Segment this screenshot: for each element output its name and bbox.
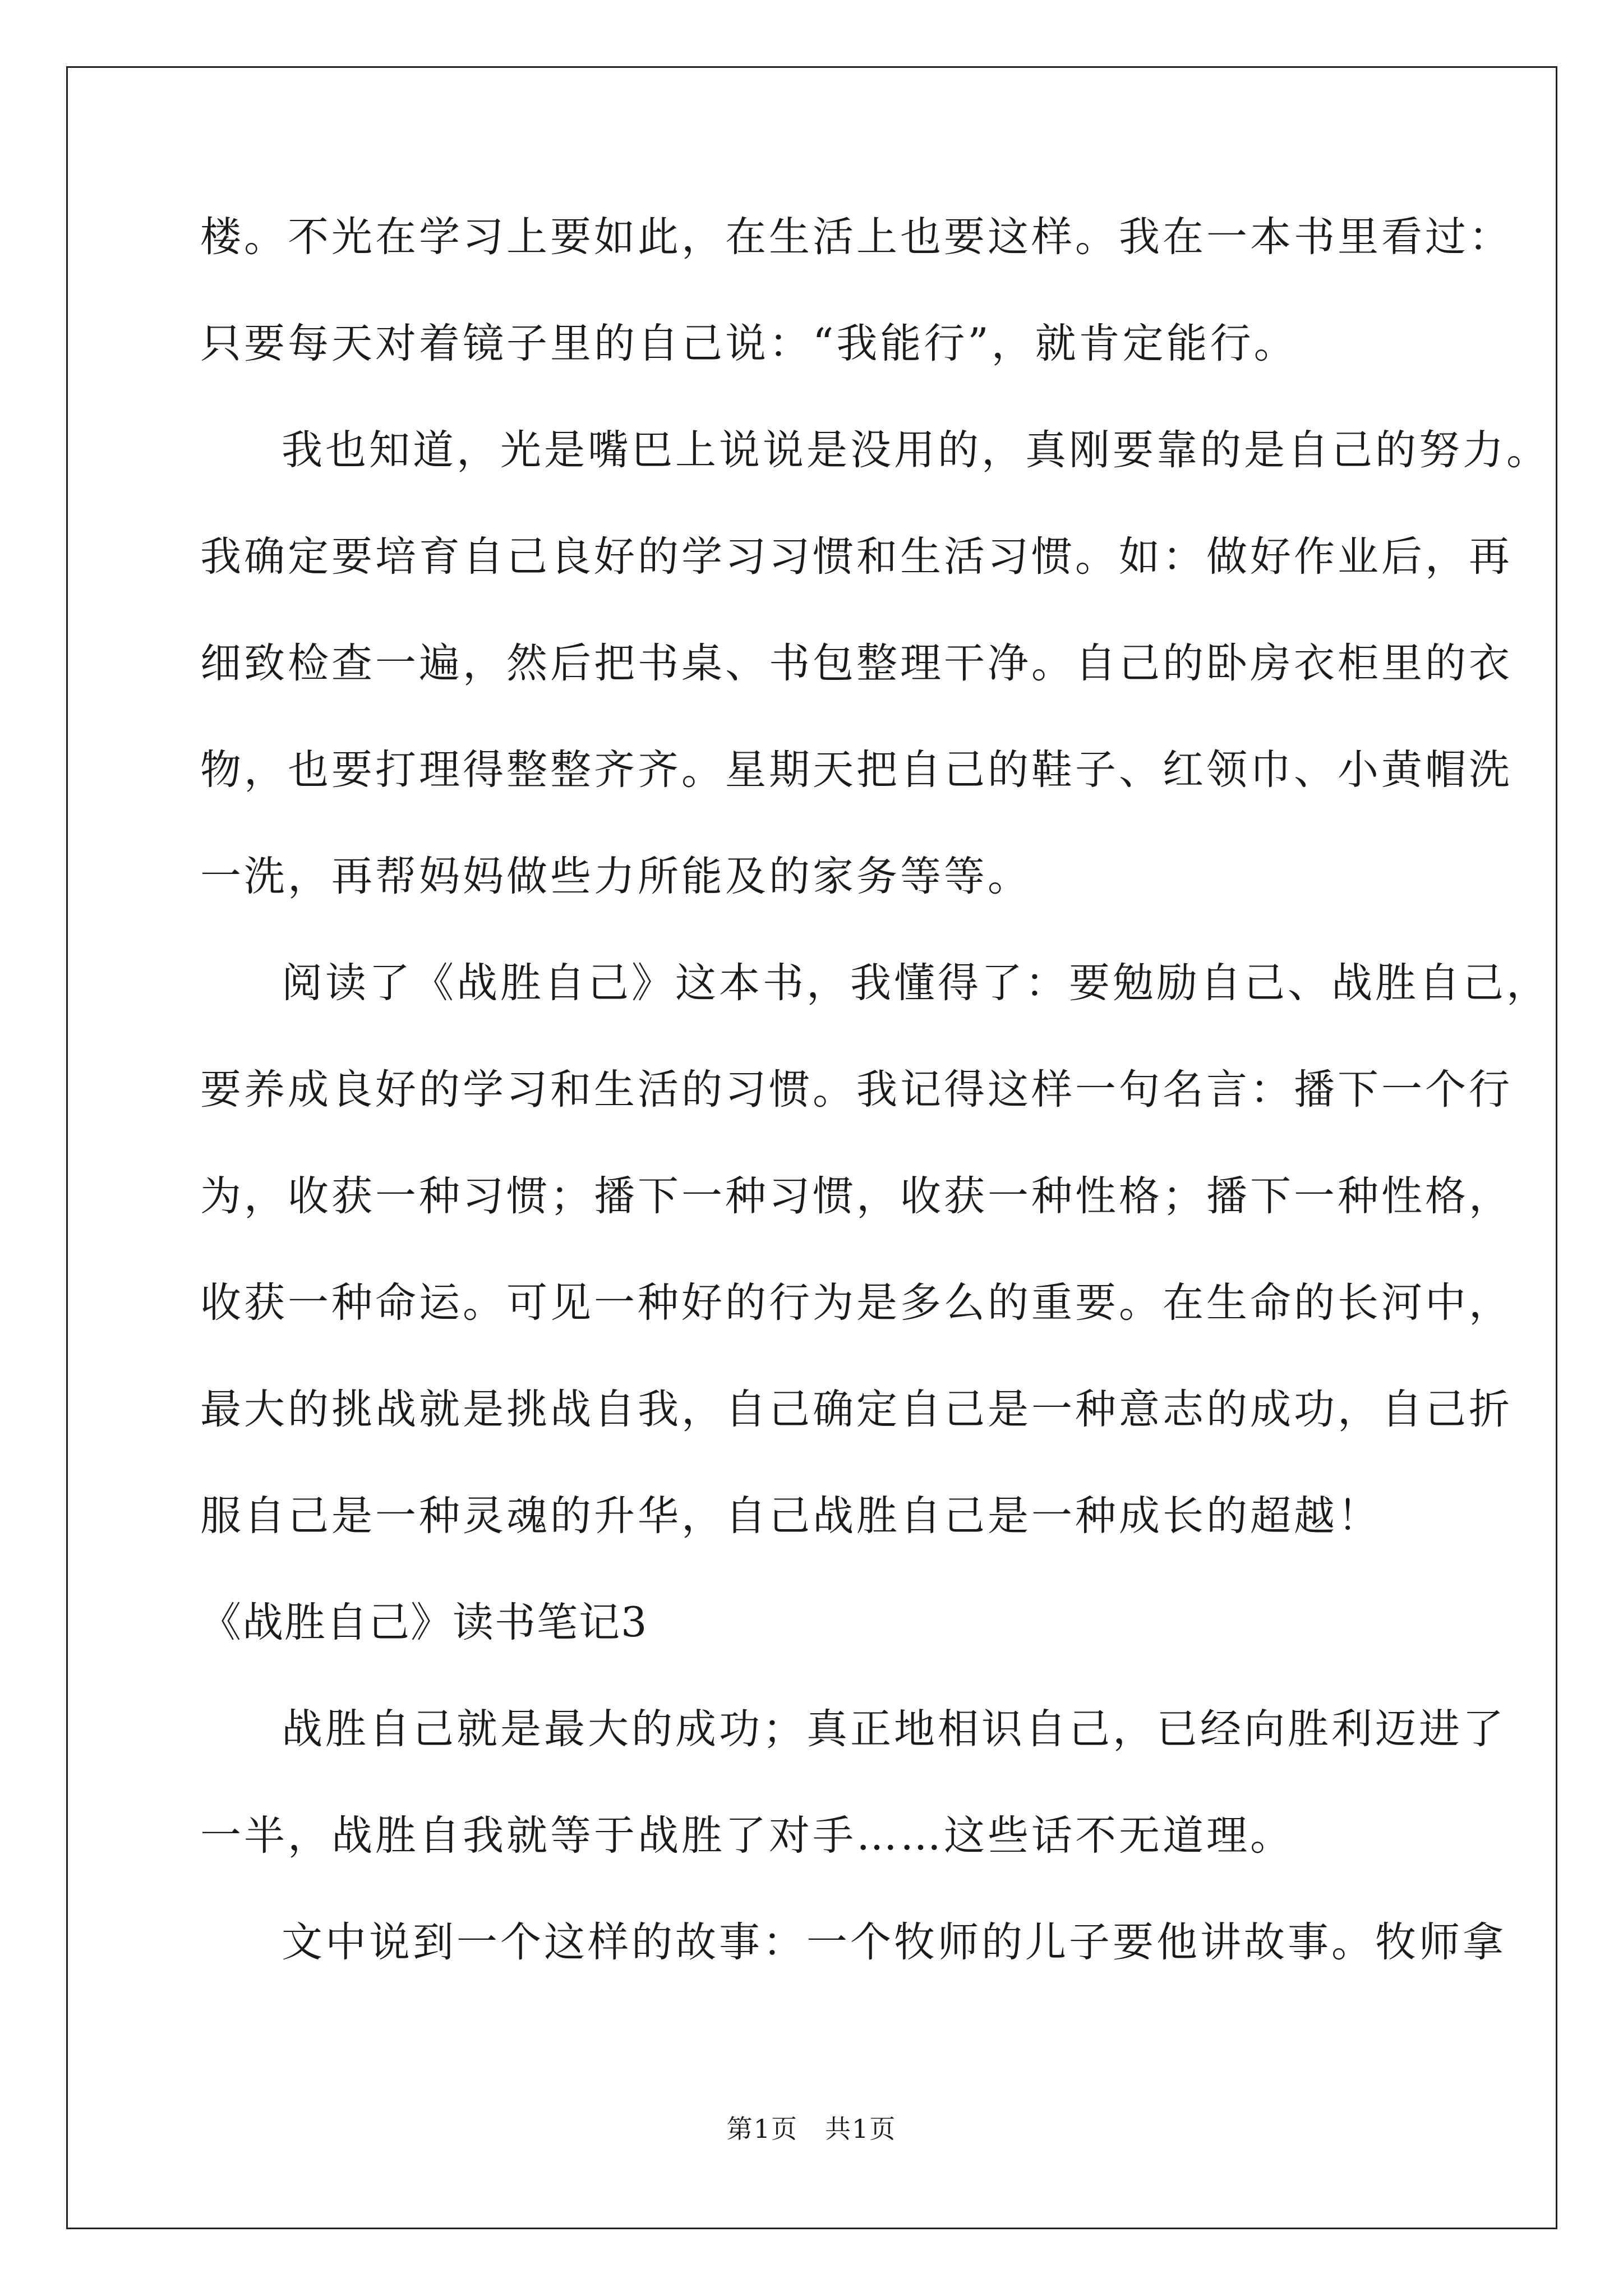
text-line-6: 物，也要打理得整整齐齐。星期天把自己的鞋子、红领巾、小黄帽洗 (200, 746, 1513, 794)
text-line-12: 最大的挑战就是挑战自我，自己确定自己是一种意志的成功，自己折 (200, 1386, 1513, 1433)
text-line-7: 一洗，再帮妈妈做些力所能及的家务等等。 (200, 853, 1031, 900)
text-line-2: 只要每天对着镜子里的自己说：“我能行”，就肯定能行。 (200, 320, 1298, 367)
text-line-9: 要养成良好的学习和生活的习惯。我记得这样一句名言：播下一个行 (200, 1066, 1513, 1114)
text-line-17: 文中说到一个这样的故事：一个牧师的儿子要他讲故事。牧师拿 (282, 1918, 1506, 1966)
text-line-13: 服自己是一种灵魂的升华，自己战胜自己是一种成长的超越！ (200, 1492, 1381, 1540)
text-line-3: 我也知道，光是嘴巴上说说是没用的，真刚要靠的是自己的努力。 (282, 426, 1550, 474)
text-line-15: 战胜自己就是最大的成功；真正地相识自己，已经向胜利迈进了 (282, 1705, 1506, 1753)
section-heading: 《战胜自己》读书笔记3 (200, 1599, 648, 1646)
page-number-footer: 第1页 共1页 (726, 2114, 897, 2144)
text-line-5: 细致检查一遍，然后把书桌、书包整理干净。自己的卧房衣柜里的衣 (200, 639, 1513, 687)
text-line-4: 我确定要培育自己良好的学习习惯和生活习惯。如：做好作业后，再 (200, 533, 1513, 581)
text-line-16: 一半，战胜自我就等于战胜了对手……这些话不无道理。 (200, 1812, 1294, 1860)
text-line-10: 为，收获一种习惯；播下一种习惯，收获一种性格；播下一种性格， (200, 1172, 1513, 1220)
page-border (66, 66, 1557, 2229)
text-line-1: 楼。不光在学习上要如此，在生活上也要这样。我在一本书里看过： (200, 213, 1513, 261)
text-line-8: 阅读了《战胜自己》这本书，我懂得了：要勉励自己、战胜自己， (282, 959, 1550, 1007)
text-line-11: 收获一种命运。可见一种好的行为是多么的重要。在生命的长河中， (200, 1279, 1513, 1327)
